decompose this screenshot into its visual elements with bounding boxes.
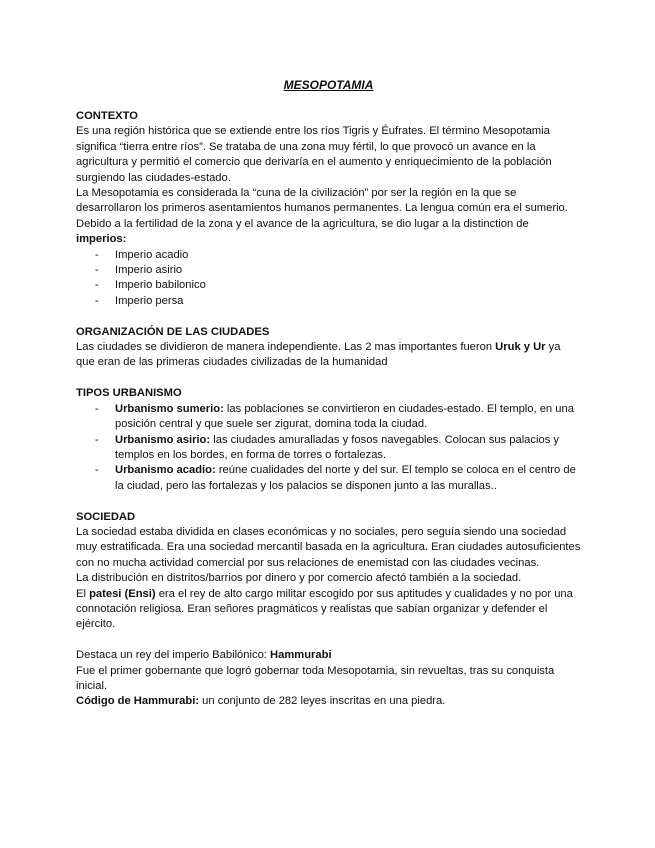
sociedad-paragraph-2: La distribución en distritos/barrios por dinero y por comercio afectó también a la sociedad. [76, 572, 522, 585]
uruk-ur-bold: Uruk y Ur [495, 341, 546, 354]
sociedad-paragraph-1: La sociedad estaba dividida en clases económicas y no sociales, pero seguía siendo una sociedad muy estratificada. Era una sociedad mercantil basada en la agricultura. Eran ciudades autosuficientes con no mucha actividad comercial por sus relaciones de enemistad con las ciudades vecinas. [76, 525, 581, 569]
document-body [76, 78, 581, 710]
urbanismo-desc: reúne cualidades del norte y del sur. El templo se coloca en el centro de la ciudad, pero las fortalezas y los palacios se disponen junto a las murallas.. [115, 464, 576, 492]
urbanismo-desc: las poblaciones se convirtieron en ciudades-estado. El templo, en una posición central y que suele ser zigurat, domina toda la ciudad. [115, 402, 574, 431]
contexto-paragraph-3-text: Debido a la fertilidad de la zona y el avance de la agricultura, se dio lugar a la distinction de [76, 217, 529, 230]
sociedad-p3-start: El [76, 587, 90, 600]
list-item: - Imperio babilonico [76, 278, 581, 293]
page-title: MESOPOTAMIA [283, 78, 374, 92]
urbanismo-term: Urbanismo acadio: [115, 464, 216, 477]
sociedad-paragraph-3 [76, 587, 581, 633]
list-item: - Imperio acadio [76, 248, 581, 263]
section-heading-organizacion: ORGANIZACIÓN DE LAS CIUDADES [76, 325, 270, 338]
codigo-text: un conjunto de 282 leyes inscritas en una piedra. [199, 695, 446, 708]
section-heading-contexto: CONTEXTO [76, 110, 138, 122]
contexto-paragraph-3 [76, 217, 581, 248]
hammurabi-paragraph: Fue el primer gobernante que logró gobernar toda Mesopotamia, sin revueltas, tras su conquista inicial. [76, 664, 555, 692]
organizacion-text: Las ciudades se dividieron de manera independiente. Las 2 mas importantes fueron [76, 341, 496, 354]
organizacion-paragraph [76, 340, 581, 371]
urbanismo-desc: las ciudades amuralladas y fosos navegables. Colocan sus palacios y templos en los bordes, en forma de torres o fortalezas. [115, 433, 559, 461]
section-heading-sociedad: SOCIEDAD [76, 510, 136, 523]
list-item [76, 463, 581, 494]
imperios-label: imperios: [76, 233, 127, 246]
list-item [76, 402, 581, 433]
hammurabi-line [76, 648, 581, 663]
urbanismo-term: Urbanismo sumerio: [115, 402, 224, 415]
sociedad-p3-end: era el rey de alto cargo militar escogido por sus aptitudes y cualidades y no por una connotación religiosa. Eran señores pragmáticos y realistas que sabían organizar y defender el ejército. [76, 587, 573, 631]
hammurabi-name: Hammurabi [270, 649, 332, 662]
patesi-bold: patesi (Ensi) [89, 587, 156, 600]
urbanismo-list [76, 402, 581, 494]
codigo-paragraph [76, 694, 581, 709]
hammurabi-intro: Destaca un rey del imperio Babilónico: [76, 649, 271, 662]
contexto-paragraph-1: Es una región histórica que se extiende entre los ríos Tigris y Éufrates. El término Mesopotamia significa “tierra entre ríos”. Se trataba de una zona muy fértil, lo que provocó un avance en la agricultura y permitió el comercio que derivaría en el aumento y enriquecimiento de la población surgiendo las ciudades-estado. [76, 125, 552, 184]
list-item: - Imperio asirio [76, 263, 581, 278]
list-item: - Imperio persa [76, 294, 581, 309]
contexto-paragraph-2: La Mesopotamia es considerada la “cuna de la civilización” por ser la región en la que se desarrollaron los primeros asentamientos humanos permanentes. La lengua común era el sumerio. [76, 187, 568, 215]
organizacion-text-end: ya que eran de las primeras ciudades civilizadas de la humanidad [76, 341, 561, 369]
codigo-label: Código de Hammurabi: [76, 695, 200, 708]
list-item [76, 433, 581, 464]
urbanismo-term: Urbanismo asirio: [115, 433, 211, 446]
section-heading-urbanismo: TIPOS URBANISMO [76, 387, 182, 400]
imperios-list [76, 248, 581, 310]
